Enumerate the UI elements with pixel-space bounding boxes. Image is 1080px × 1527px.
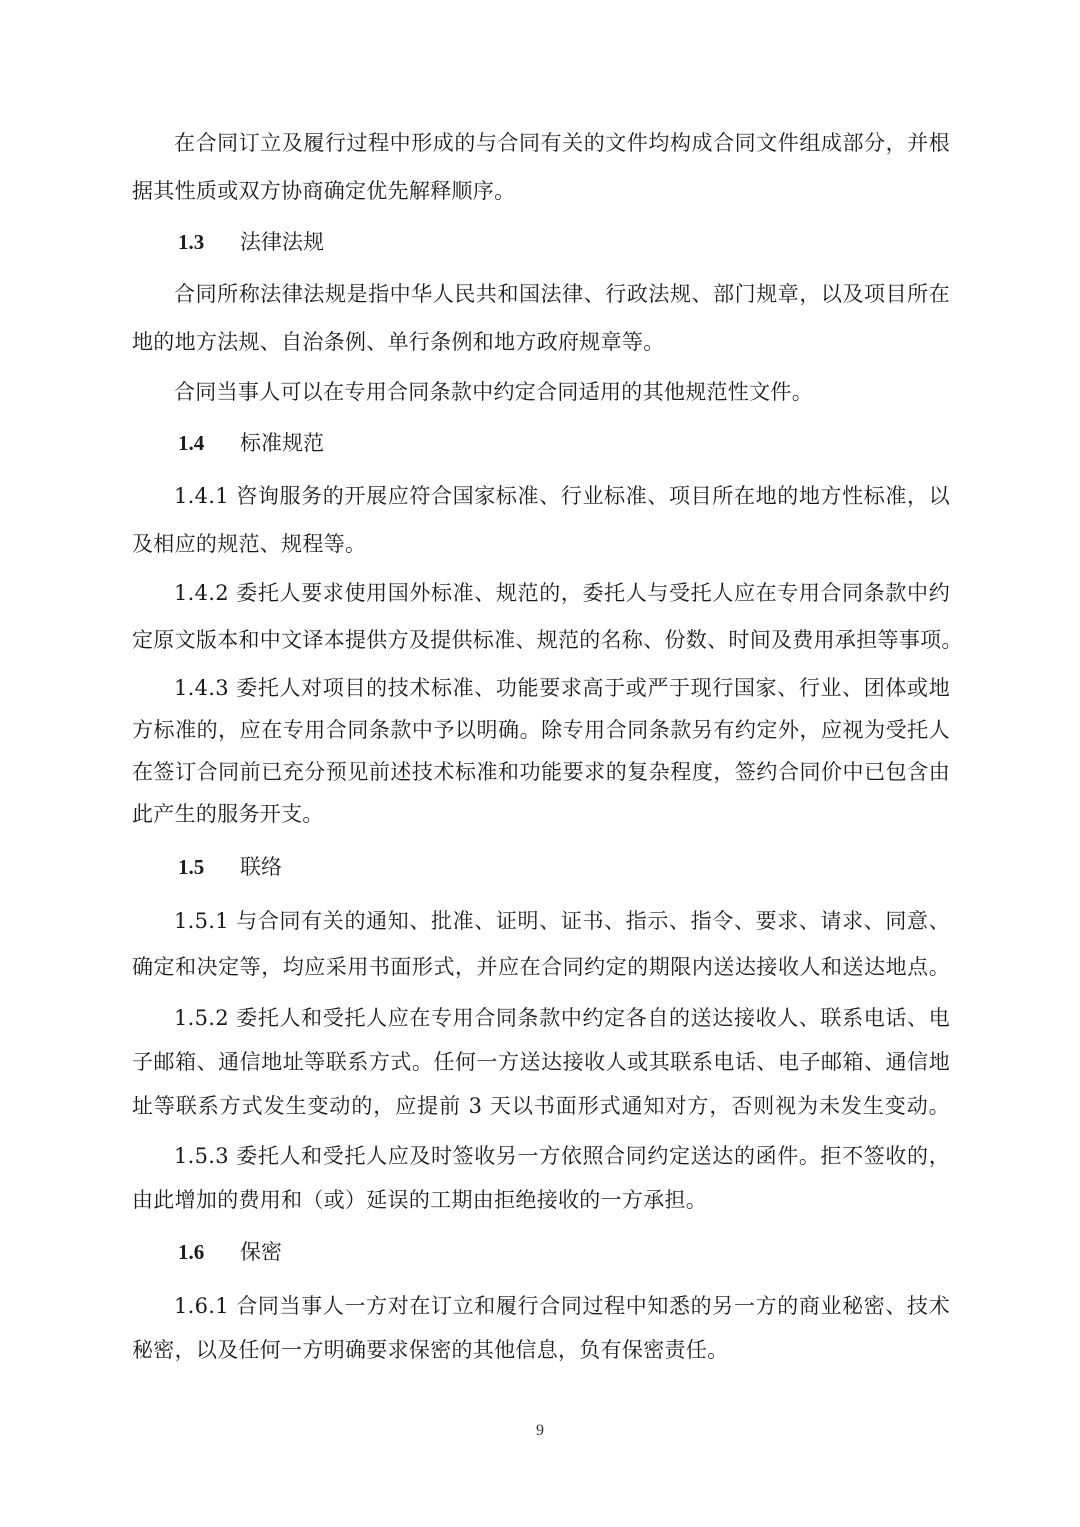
paragraph-line: 由此增加的费用和（或）延误的工期由拒绝接收的一方承担。 [132,1188,708,1212]
paragraph-line: 在合同订立及履行过程中形成的与合同有关的文件均构成合同文件组成部分，并根 [174,131,950,155]
paragraph-line: 合同所称法律法规是指中华人民共和国法律、行政法规、部门规章，以及项目所在 [174,282,950,306]
paragraph-line: 此产生的服务开支。 [132,802,324,826]
paragraph-line: 1.4.1 咨询服务的开展应符合国家标准、行业标准、项目所在地的地方性标准，以 [174,484,950,508]
paragraph-line: 方标准的，应在专用合同条款中予以明确。除专用合同条款另有约定外，应视为受托人 [132,718,950,742]
paragraph-line: 及相应的规范、规程等。 [132,532,367,556]
paragraph-line: 确定和决定等，均应采用书面形式，并应在合同约定的期限内送达接收人和送达地点。 [132,955,950,979]
paragraph-line: 1.5.3 委托人和受托人应及时签收另一方依照合同约定送达的函件。拒不签收的， [174,1144,950,1168]
section-number: 1.4 [178,431,205,455]
section-number: 1.5 [178,855,205,879]
paragraph-line: 1.6.1 合同当事人一方对在订立和履行合同过程中知悉的另一方的商业秘密、技术 [174,1294,950,1318]
paragraph-line: 1.5.1 与合同有关的通知、批准、证明、证书、指示、指令、要求、请求、同意、 [174,909,950,933]
section-number: 1.6 [178,1240,205,1264]
paragraph-line: 子邮箱、通信地址等联系方式。任何一方送达接收人或其联系电话、电子邮箱、通信地 [132,1050,950,1074]
paragraph-line: 合同当事人可以在专用合同条款中约定合同适用的其他规范性文件。 [174,380,813,404]
paragraph-line: 1.5.2 委托人和受托人应在专用合同条款中约定各自的送达接收人、联系电话、电 [174,1006,950,1030]
section-title: 法律法规 [240,230,324,254]
page-number: 9 [536,1422,544,1439]
paragraph-line: 秘密，以及任何一方明确要求保密的其他信息，负有保密责任。 [132,1338,729,1362]
paragraph-line: 址等联系方式发生变动的，应提前 3 天以书面形式通知对方，否则视为未发生变动。 [132,1094,950,1118]
section-number: 1.3 [178,230,205,254]
paragraph-line: 地的地方法规、自治条例、单行条例和地方政府规章等。 [132,330,665,354]
section-heading-1-3 [178,228,324,256]
section-title: 保密 [240,1240,282,1264]
paragraph-line: 据其性质或双方协商确定优先解释顺序。 [132,179,516,203]
paragraph-line: 在签订合同前已充分预见前述技术标准和功能要求的复杂程度，签约合同价中已包含由 [132,760,950,784]
section-heading-1-5 [178,853,282,881]
paragraph-line: 定原文版本和中文译本提供方及提供标准、规范的名称、份数、时间及费用承担等事项。 [132,628,963,652]
paragraph-line: 1.4.3 委托人对项目的技术标准、功能要求高于或严于现行国家、行业、团体或地 [174,676,950,700]
section-heading-1-6 [178,1238,282,1266]
paragraph-line: 1.4.2 委托人要求使用国外标准、规范的，委托人与受托人应在专用合同条款中约 [174,581,950,605]
section-title: 标准规范 [240,431,324,455]
section-title: 联络 [240,855,282,879]
section-heading-1-4 [178,429,324,457]
